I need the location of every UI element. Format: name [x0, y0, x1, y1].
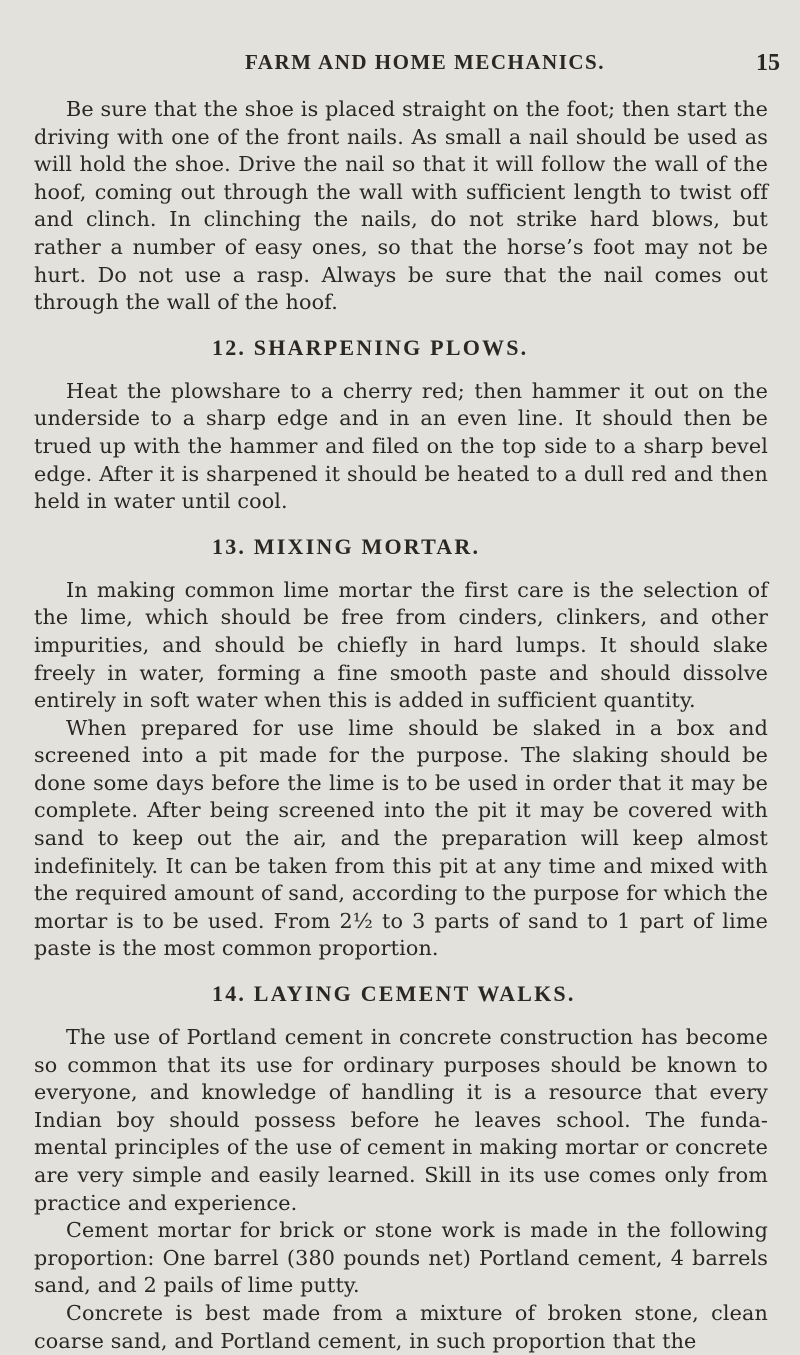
cement-walks-paragraph-3: Concrete is best made from a mixture of broken stone, clean coarse sand, and Portland cement, in such proportion that the	[34, 1300, 768, 1353]
running-head: FARM AND HOME MECHANICS.	[245, 50, 605, 74]
page-body	[34, 96, 768, 1355]
cement-walks-paragraph-2: Cement mortar for brick or stone work is made in the following proportion: One barrel (380 pounds net) Portland cement, 4 barrels sand, and 2 pails of lime putty.	[34, 1218, 768, 1298]
cement-walks-paragraph-1: The use of Portland cement in concrete construction has become so common that its use for ordinary purposes should be known to everyone, and knowledge of handling it is a resource that every Indian boy should possess before he leaves school. The funda-mental principles of the use of cement in making mortar or concrete are very simple and easily learned. Skill in its use comes only from practice and experience.	[34, 1025, 768, 1215]
page-header	[40, 50, 780, 80]
spacer	[34, 362, 768, 378]
spacer	[34, 516, 768, 533]
section-heading-mixing-mortar: 13. MIXING MORTAR.	[212, 533, 481, 559]
spacer	[34, 317, 768, 334]
sharpening-plows-paragraph: Heat the plowshare to a cherry red; then hammer it out on the underside to a sharp edge and in an even line. It should then be trued up with the hammer and filed on the top side to a sharp bevel edge. After it is sharpened it should be heated to a dull red and then held in water until cool.	[34, 378, 768, 514]
spacer	[34, 561, 768, 577]
mixing-mortar-paragraph-1: In making common lime mortar the first care is the selection of the lime, which should be free from cinders, clinkers, and other impurities, and should be chiefly in hard lumps. It should slake freely in water, forming a fine smooth paste and should dissolve entirely in soft water when this is added in sufficient quantity.	[34, 577, 768, 713]
section-heading-laying-cement-walks: 14. LAYING CEMENT WALKS.	[212, 981, 576, 1007]
page-number: 15	[756, 50, 780, 76]
section-heading-sharpening-plows: 12. SHARPENING PLOWS.	[212, 334, 529, 360]
mixing-mortar-paragraph-2: When prepared for use lime should be slaked in a box and screened into a pit made for the purpose. The slaking should be done some days before the lime is to be used in order that it may be complete. After being screened into the pit it may be covered with sand to keep out the air, and the preparation will keep almost indefinitely. It can be taken from this pit at any time and mixed with the required amount of sand, according to the purpose for which the mortar is to be used. From 2½ to 3 parts of sand to 1 part of lime paste is the most common proportion.	[34, 715, 768, 961]
intro-paragraph: Be sure that the shoe is placed straight on the foot; then start the driving with one of the front nails. As small a nail should be used as will hold the shoe. Drive the nail so that it will follow the wall of the hoof, coming out through the wall with sufficient length to twist off and clinch. In clinching the nails, do not strike hard blows, but rather a number of easy ones, so that the horse’s foot may not be hurt. Do not use a rasp. Always be sure that the nail comes out through the wall of the hoof.	[34, 97, 768, 315]
spacer	[34, 963, 768, 980]
spacer	[34, 1008, 768, 1024]
